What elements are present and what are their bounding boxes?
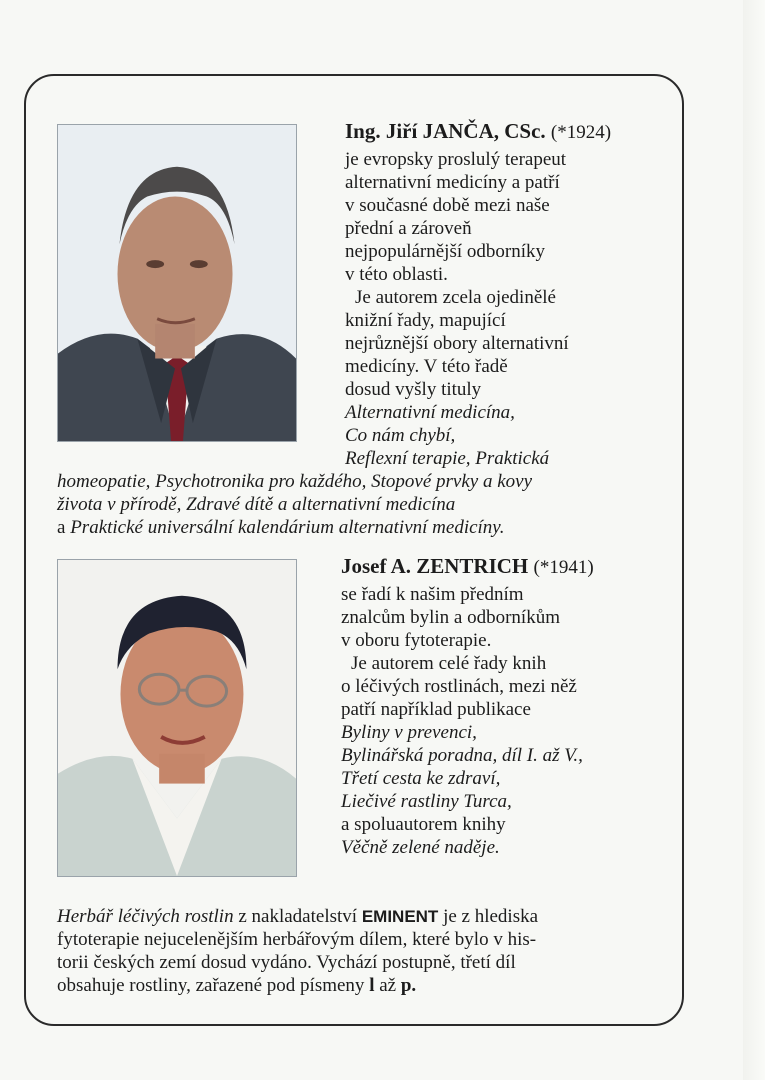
author1-title-line: Reflexní terapie, Praktická (345, 448, 550, 469)
author1-name: Ing. Jiří JANČA, CSc. (345, 119, 546, 143)
author1-line: Je autorem zcela ojedinělé (355, 287, 556, 308)
page-edge (743, 0, 765, 1080)
footer-text: až (374, 975, 401, 996)
author1-year: (*1924) (550, 122, 612, 143)
author1-line: knižní řady, mapující (345, 310, 506, 331)
author1-title-line: Co nám chybí, (345, 425, 456, 446)
footer-text: obsahuje rostliny, zařazené pod písmeny (57, 975, 370, 996)
author1-title-line: Alternativní medicína, (345, 402, 515, 423)
author1-line: nejpopulárnější odborníky (345, 241, 545, 262)
footer-book-title: Herbář léčivých rostlin (57, 906, 234, 927)
author1-line: alternativní medicíny a patří (345, 172, 560, 193)
letter-to: p. (400, 975, 417, 996)
author2-name: Josef A. ZENTRICH (341, 554, 529, 578)
author1-line: je evropsky proslulý terapeut (345, 149, 567, 170)
author1-title-line: života v přírodě, Zdravé dítě a alternativní medicína (57, 494, 456, 515)
author1-line: přední a zároveň (345, 218, 472, 239)
footer-line (57, 906, 538, 928)
author1-line: medicíny. V této řadě (345, 356, 508, 377)
author1-last-line (57, 517, 504, 539)
author2-line: v oboru fytoterapie. (341, 630, 492, 651)
footer-line: fytoterapie nejucelenějším herbářovým dílem, které bylo v his- (57, 929, 537, 950)
author2-title-line: Bylinářská poradna, díl I. až V., (341, 745, 583, 766)
author1-line: nejrůznější obory alternativní (345, 333, 569, 354)
author2-line: se řadí k našim předním (341, 584, 524, 605)
footer-text: z nakladatelství (233, 906, 362, 927)
footer-line: torii českých zemí dosud vydáno. Vychází postupně, třetí díl (57, 952, 516, 973)
author1-name-line (345, 119, 611, 144)
author2-title-line: Liečivé rastliny Turca, (341, 791, 512, 812)
portrait-photo-zentrich (57, 559, 297, 877)
author2-line: Je autorem celé řady knih (351, 653, 547, 674)
author2-title-line: Věčně zelené naděje. (341, 837, 500, 858)
author2-name-line (341, 554, 594, 579)
publisher-name: EMINENT (361, 907, 439, 926)
author2-year: (*1941) (533, 557, 594, 578)
author1-title-line: homeopatie, Psychotronika pro každého, Stopové prvky a kovy (57, 471, 533, 492)
author2-line: o léčivých rostlinách, mezi něž (341, 676, 577, 697)
letter-from: l (369, 975, 375, 996)
footer-line (57, 975, 416, 997)
author2-line: znalcům bylin a odborníkům (341, 607, 560, 628)
author2-line: a spoluautorem knihy (341, 814, 506, 835)
author2-title-line: Třetí cesta ke zdraví, (341, 768, 501, 789)
author1-line: v současné době mezi naše (345, 195, 550, 216)
author1-line: v této oblasti. (345, 264, 448, 285)
author2-line: patří například publikace (341, 699, 531, 720)
author1-last-prefix: a (57, 517, 66, 538)
footer-text: je z hlediska (438, 906, 539, 927)
author1-last-title: Praktické universální kalendárium alternativní medicíny. (70, 517, 505, 538)
author2-title-line: Byliny v prevenci, (341, 722, 477, 743)
author1-line: dosud vyšly tituly (345, 379, 482, 400)
portrait-photo-janca (57, 124, 297, 442)
